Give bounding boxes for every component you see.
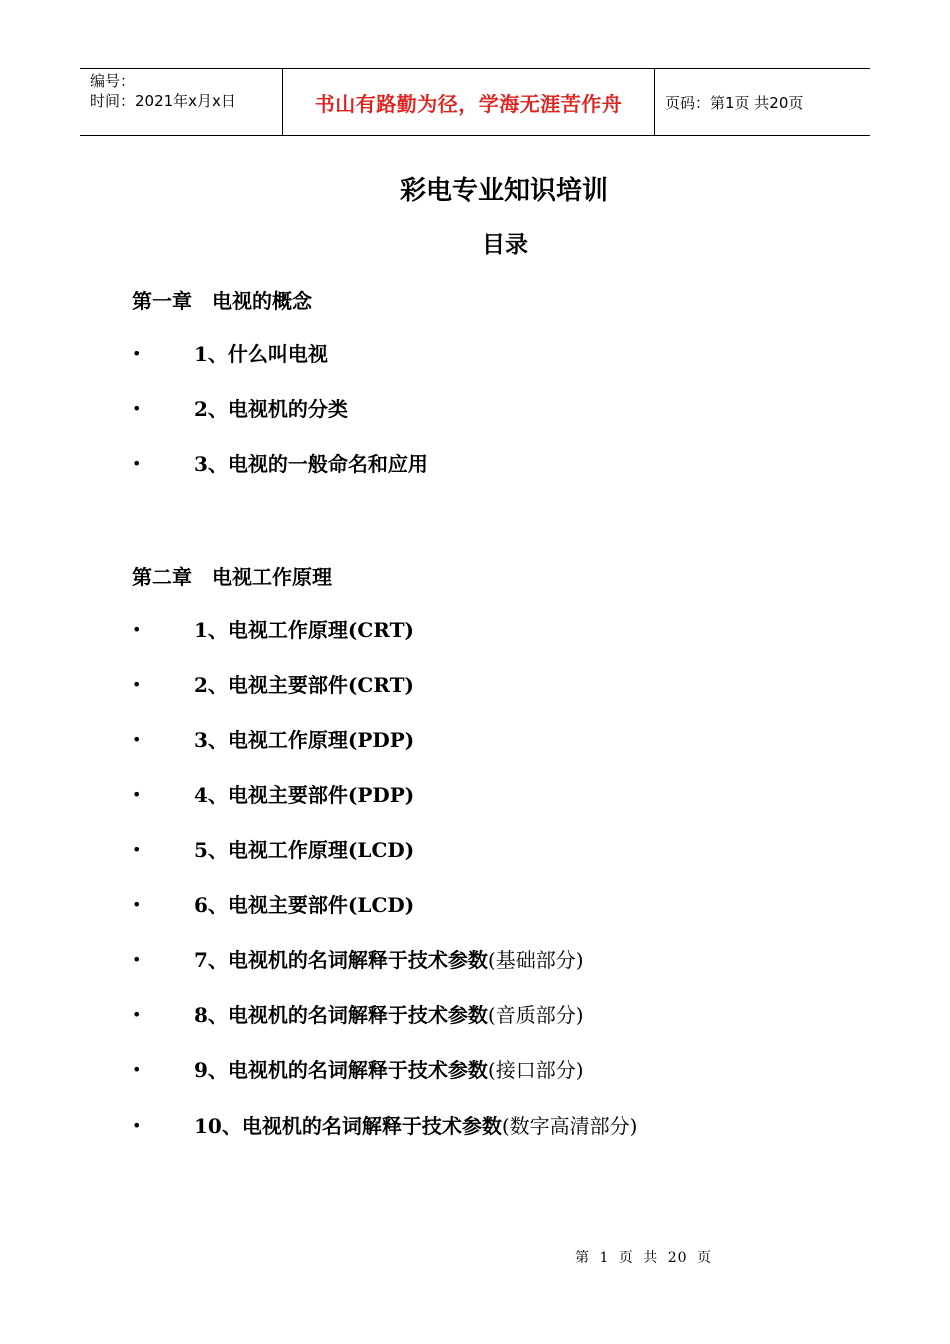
header-time-label: 时间：2021年x月x日 bbox=[90, 92, 236, 110]
header-page-cell bbox=[655, 69, 870, 135]
bullet-icon: • bbox=[132, 950, 142, 969]
bullet-icon: • bbox=[132, 730, 142, 749]
chapter-2-title: 第二章 电视工作原理 bbox=[132, 565, 332, 589]
toc-item-suffix: (数字高清部分) bbox=[501, 1114, 638, 1138]
toc-item-label: 10、电视机的名词解释于技术参数 bbox=[194, 1114, 502, 1138]
bullet-icon: • bbox=[132, 454, 142, 473]
toc-item-suffix: (基础部分) bbox=[487, 948, 584, 972]
page-footer: 第 1 页 共 20 页 bbox=[575, 1250, 712, 1266]
chapter-1-title: 第一章 电视的概念 bbox=[132, 289, 312, 313]
toc-item-suffix: (音质部分) bbox=[487, 1003, 584, 1027]
toc-item-label: 7、电视机的名词解释于技术参数 bbox=[194, 948, 488, 972]
toc-item-label: 1、电视工作原理(CRT) bbox=[194, 618, 414, 642]
header-number-label: 编号： bbox=[90, 72, 136, 90]
toc-item-suffix: (接口部分) bbox=[487, 1058, 584, 1082]
page-header bbox=[80, 68, 870, 136]
bullet-icon: • bbox=[132, 344, 142, 363]
bullet-icon: • bbox=[132, 840, 142, 859]
toc-item-label: 2、电视主要部件(CRT) bbox=[194, 673, 414, 697]
toc-item-label: 6、电视主要部件(LCD) bbox=[194, 893, 415, 917]
bullet-icon: • bbox=[132, 1060, 142, 1079]
toc-item-label: 4、电视主要部件(PDP) bbox=[194, 783, 415, 807]
toc-item-label: 3、电视的一般命名和应用 bbox=[194, 452, 428, 476]
toc-item-label: 3、电视工作原理(PDP) bbox=[194, 728, 415, 752]
bullet-icon: • bbox=[132, 675, 142, 694]
toc-title: 目录 bbox=[482, 231, 528, 258]
toc-item-label: 2、电视机的分类 bbox=[194, 397, 348, 421]
toc-item-label: 1、什么叫电视 bbox=[194, 342, 328, 366]
bullet-icon: • bbox=[132, 1005, 142, 1024]
bullet-icon: • bbox=[132, 895, 142, 914]
toc-item-label: 9、电视机的名词解释于技术参数 bbox=[194, 1058, 488, 1082]
document-title: 彩电专业知识培训 bbox=[399, 176, 608, 206]
bullet-icon: • bbox=[132, 399, 142, 418]
header-motto-cell bbox=[282, 69, 655, 135]
header-meta bbox=[80, 69, 282, 135]
toc-item-label: 8、电视机的名词解释于技术参数 bbox=[194, 1003, 488, 1027]
bullet-icon: • bbox=[132, 785, 142, 804]
header-page-info: 页码：第1页 共20页 bbox=[665, 93, 804, 112]
toc-item-label: 5、电视工作原理(LCD) bbox=[194, 838, 415, 862]
bullet-icon: • bbox=[132, 620, 142, 639]
bullet-icon: • bbox=[132, 1116, 142, 1135]
header-motto: 书山有路勤为径，学海无涯苦作舟 bbox=[314, 91, 623, 116]
